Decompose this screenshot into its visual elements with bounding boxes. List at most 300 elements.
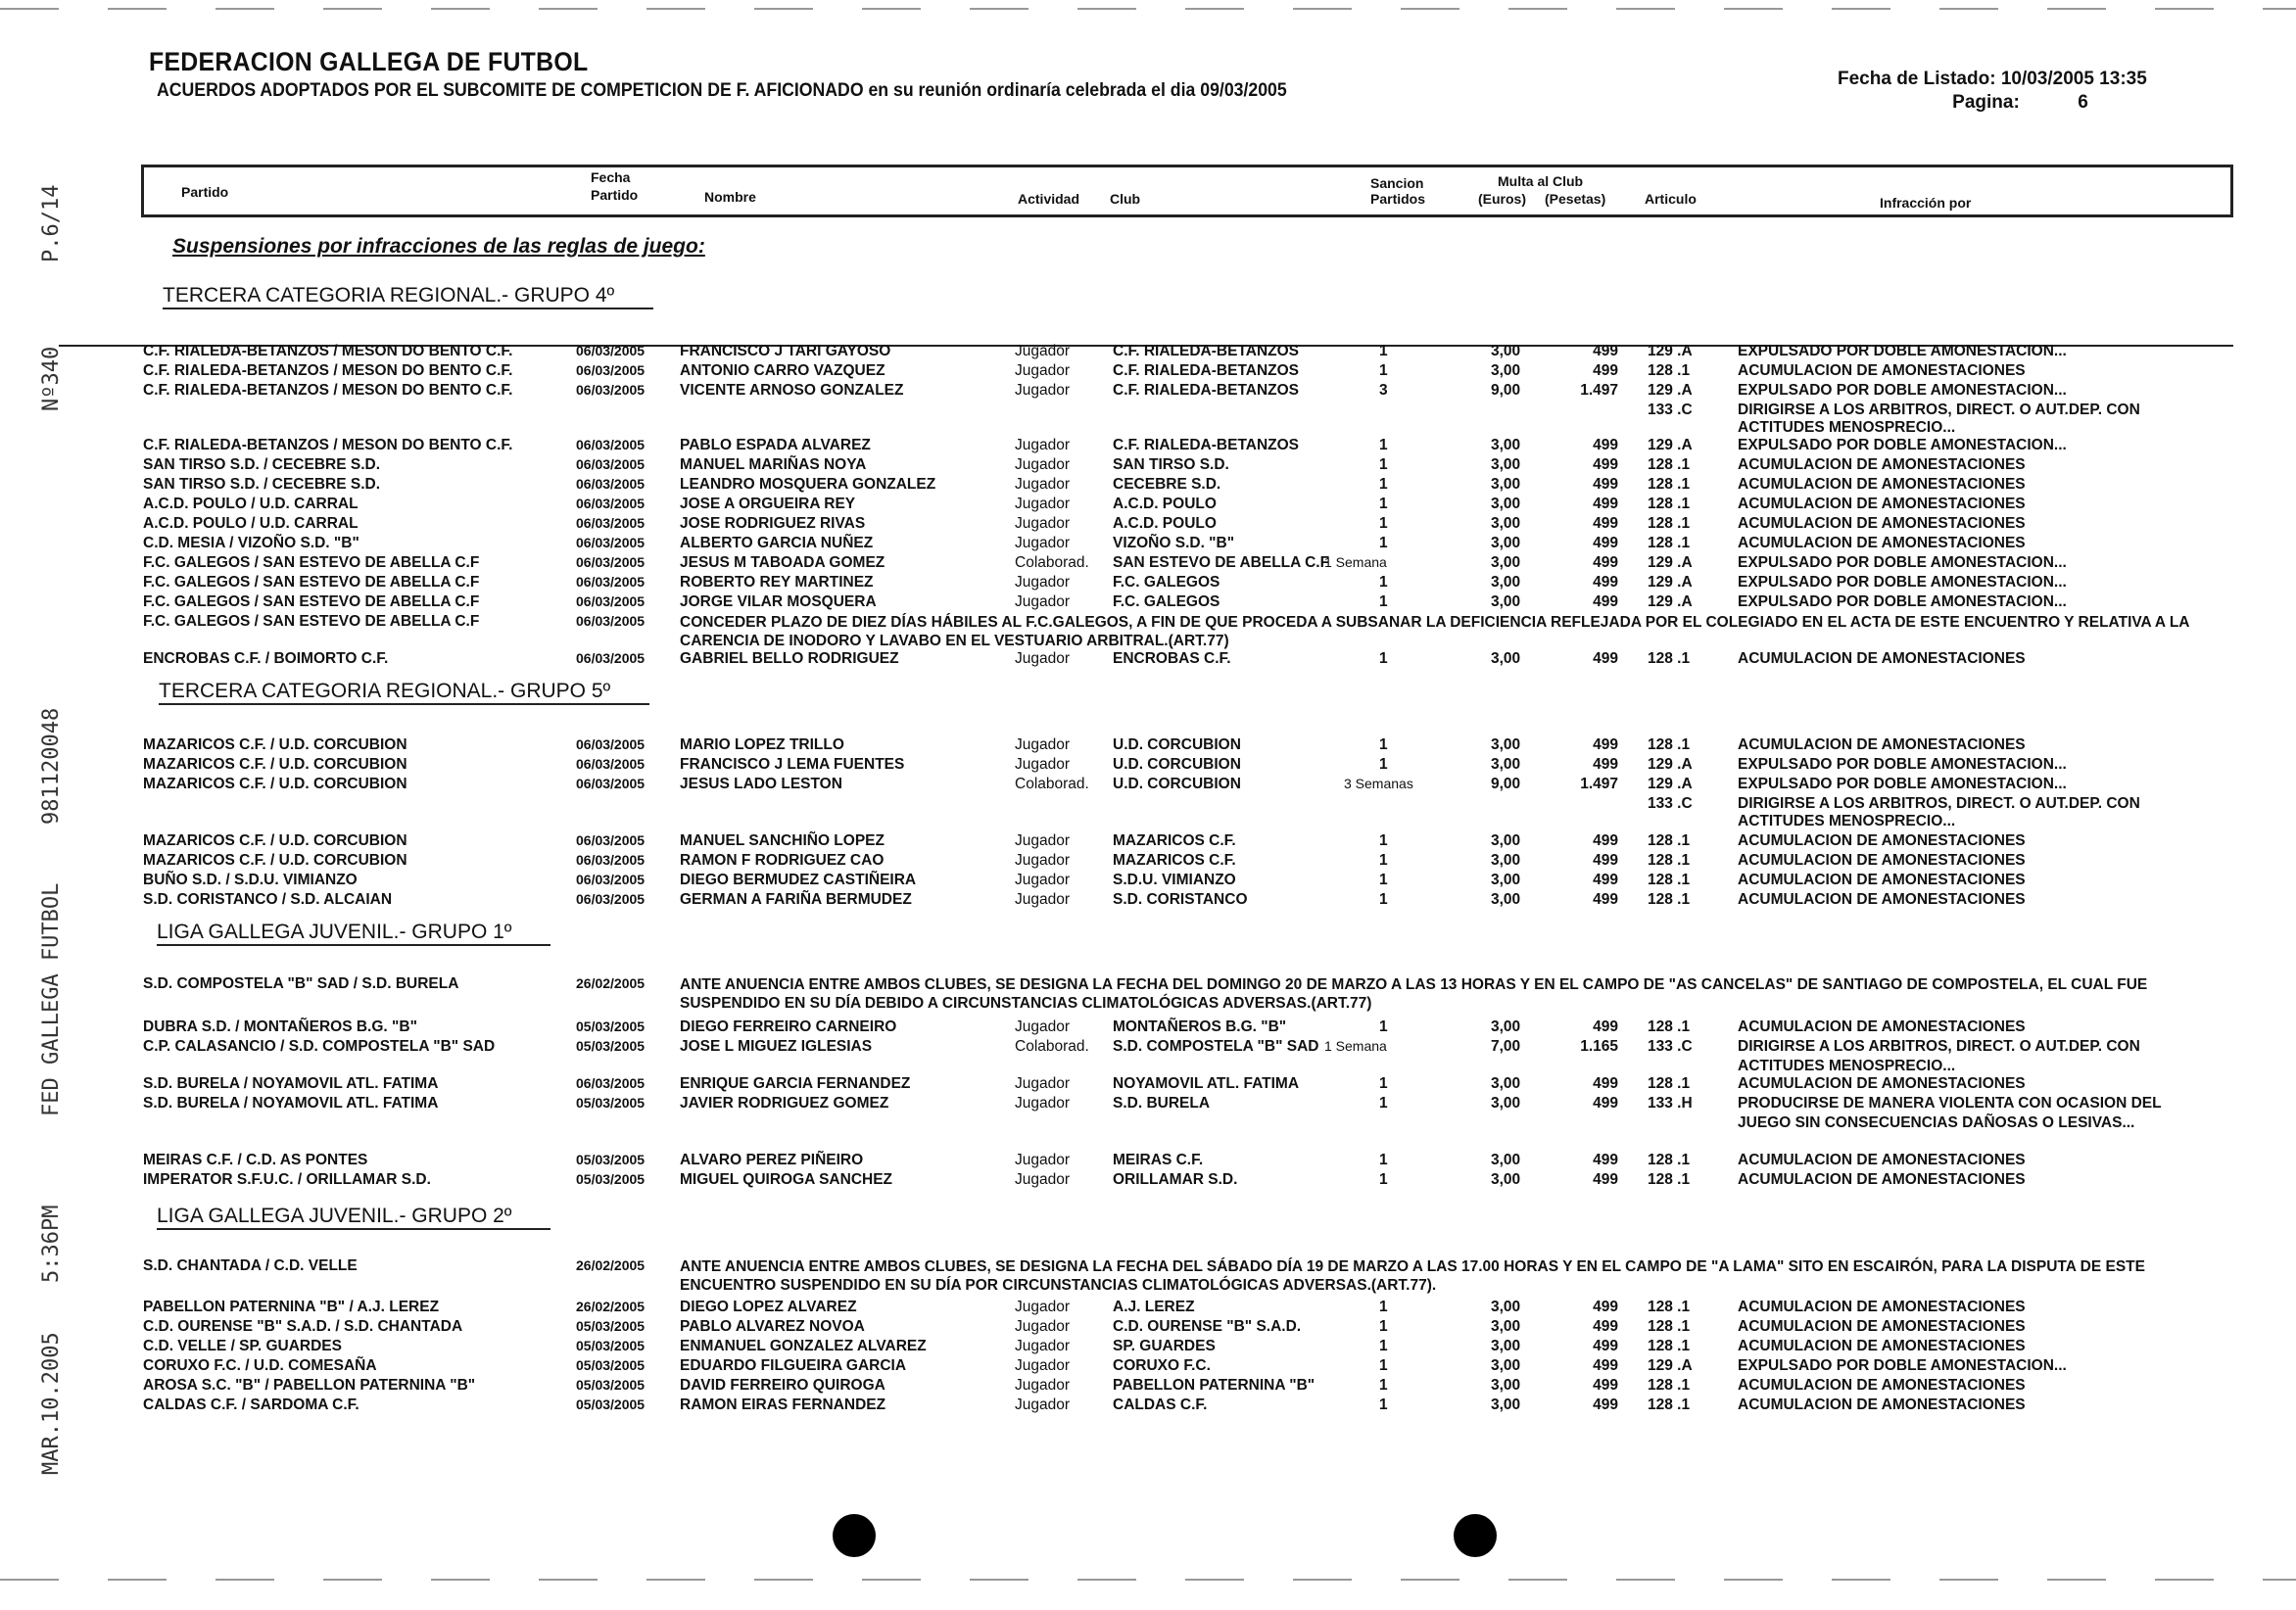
cell-pesetas: 499	[1593, 593, 1618, 610]
cell-infraccion: EXPULSADO POR DOBLE AMONESTACION...	[1738, 776, 2067, 792]
cell-nombre: GABRIEL BELLO RODRIGUEZ	[680, 650, 899, 667]
punch-hole-left	[833, 1514, 876, 1557]
cell-pesetas: 499	[1593, 1318, 1618, 1335]
cell-euros: 3,00	[1491, 1299, 1521, 1315]
cell-fecha: 06/03/2005	[576, 776, 646, 791]
cell-infraccion: ACUMULACION DE AMONESTACIONES	[1738, 1338, 2026, 1354]
cell-pesetas: 499	[1593, 456, 1618, 473]
cell-fecha: 05/03/2005	[576, 1152, 646, 1167]
cell-articulo: 129 .A	[1648, 756, 1693, 773]
cell-actividad: Jugador	[1015, 574, 1071, 591]
cell-articulo: 129 .A	[1648, 343, 1693, 359]
cell-pesetas: 499	[1593, 362, 1618, 379]
table-row	[0, 574, 2296, 593]
table-row	[0, 756, 2296, 776]
col-partido: Partido	[181, 184, 229, 200]
table-row	[0, 343, 2296, 362]
cell-club: A.C.D. POULO	[1113, 496, 1217, 512]
cell-infraccion: ACUMULACION DE AMONESTACIONES	[1738, 1397, 2026, 1413]
cell-euros: 3,00	[1491, 554, 1521, 571]
cell-actividad: Jugador	[1015, 650, 1071, 667]
cell-pesetas: 499	[1593, 1397, 1618, 1413]
cell-sancion: 1	[1379, 1318, 1388, 1335]
cell-club: U.D. CORCUBION	[1113, 736, 1241, 753]
cell-articulo: 129 .A	[1648, 593, 1693, 610]
cell-sancion: 1	[1379, 1338, 1388, 1354]
cell-sancion: 1	[1379, 736, 1388, 753]
cell-nombre: JOSE RODRIGUEZ RIVAS	[680, 515, 866, 532]
fax-page: P.6/14	[39, 184, 64, 262]
table-row	[0, 1357, 2296, 1377]
cell-infraccion: ACUMULACION DE AMONESTACIONES	[1738, 1299, 2026, 1315]
cell-club: CALDAS C.F.	[1113, 1397, 1208, 1413]
cell-club: ORILLAMAR S.D.	[1113, 1171, 1238, 1188]
table-row	[0, 1038, 2296, 1058]
cell-actividad: Jugador	[1015, 852, 1071, 869]
table-row	[0, 1397, 2296, 1416]
cell-euros: 3,00	[1491, 496, 1521, 512]
cell-club: MONTAÑEROS B.G. "B"	[1113, 1018, 1287, 1035]
cell-actividad: Jugador	[1015, 736, 1071, 753]
cell-partido: F.C. GALEGOS / SAN ESTEVO DE ABELLA C.F	[143, 593, 480, 610]
col-club: Club	[1110, 191, 1141, 207]
cell-pesetas: 499	[1593, 476, 1618, 493]
cell-fecha: 06/03/2005	[576, 756, 646, 772]
cell-articulo: 128 .1	[1648, 736, 1691, 753]
cell-articulo: 128 .1	[1648, 496, 1691, 512]
cell-infraccion: EXPULSADO POR DOBLE AMONESTACION...	[1738, 382, 2067, 399]
cell-infraccion-extra: DIRIGIRSE A LOS ARBITROS, DIRECT. O AUT.DEP. CON	[1738, 795, 2140, 812]
table-row	[0, 872, 2296, 891]
cell-actividad: Jugador	[1015, 1338, 1071, 1354]
cell-nombre: ALBERTO GARCIA NUÑEZ	[680, 535, 874, 551]
cell-club: CORUXO F.C.	[1113, 1357, 1211, 1374]
cell-pesetas: 499	[1593, 515, 1618, 532]
fax-date: MAR.10.2005	[39, 1332, 64, 1475]
cell-articulo: 129 .A	[1648, 574, 1693, 591]
cell-sancion: 3	[1379, 382, 1388, 399]
cell-euros: 3,00	[1491, 437, 1521, 453]
cell-euros: 3,00	[1491, 832, 1521, 849]
cell-articulo: 129 .A	[1648, 776, 1693, 792]
document-subtitle	[157, 80, 1287, 102]
cell-articulo: 128 .1	[1648, 362, 1691, 379]
cell-infraccion-extra: DIRIGIRSE A LOS ARBITROS, DIRECT. O AUT.DEP. CON	[1738, 402, 2140, 418]
cell-club: F.C. GALEGOS	[1113, 593, 1220, 610]
cell-partido: F.C. GALEGOS / SAN ESTEVO DE ABELLA C.F	[143, 574, 480, 591]
cell-sancion: 1	[1379, 343, 1388, 359]
cell-actividad: Jugador	[1015, 1095, 1071, 1112]
cell-actividad: Colaborad.	[1015, 554, 1089, 571]
cell-euros: 3,00	[1491, 1397, 1521, 1413]
cell-partido: C.F. RIALEDA-BETANZOS / MESON DO BENTO C.F.	[143, 382, 513, 399]
cell-euros: 3,00	[1491, 1357, 1521, 1374]
cell-sancion: 1	[1379, 1171, 1388, 1188]
cell-euros: 3,00	[1491, 515, 1521, 532]
table-row	[0, 476, 2296, 496]
cell-fecha: 06/03/2005	[576, 456, 646, 472]
cell-club: S.D. BURELA	[1113, 1095, 1211, 1112]
col-articulo: Articulo	[1645, 191, 1697, 207]
cell-infraccion: ACUMULACION DE AMONESTACIONES	[1738, 496, 2026, 512]
table-row	[0, 496, 2296, 515]
cell-pesetas: 1.497	[1580, 382, 1618, 399]
cell-club: U.D. CORCUBION	[1113, 776, 1241, 792]
cell-sancion: 1 Semana	[1324, 1038, 1387, 1054]
cell-infraccion: ACUMULACION DE AMONESTACIONES	[1738, 650, 2026, 667]
cell-nombre: MIGUEL QUIROGA SANCHEZ	[680, 1171, 893, 1188]
col-sancion-2: Partidos	[1370, 191, 1426, 207]
cell-partido: MAZARICOS C.F. / U.D. CORCUBION	[143, 756, 407, 773]
cell-sancion: 1	[1379, 1397, 1388, 1413]
cell-fecha: 05/03/2005	[576, 1038, 646, 1054]
cell-club: ENCROBAS C.F.	[1113, 650, 1231, 667]
cell-infraccion: ACUMULACION DE AMONESTACIONES	[1738, 1152, 2026, 1168]
cell-fecha: 05/03/2005	[576, 1171, 646, 1187]
page-indicator	[1838, 92, 2147, 114]
cell-nombre: DIEGO FERREIRO CARNEIRO	[680, 1018, 897, 1035]
cell-partido: A.C.D. POULO / U.D. CARRAL	[143, 496, 359, 512]
cell-fecha: 26/02/2005	[576, 975, 646, 991]
table-row	[0, 515, 2296, 535]
listing-date: 10/03/2005 13:35	[2000, 69, 2147, 89]
cell-euros: 3,00	[1491, 362, 1521, 379]
punch-hole-right	[1454, 1514, 1497, 1557]
cell-actividad: Jugador	[1015, 456, 1071, 473]
cell-sancion: 1	[1379, 1018, 1388, 1035]
cell-infraccion-extra-cont: ACTITUDES MENOSPRECIO...	[1738, 419, 1956, 436]
cell-actividad: Jugador	[1015, 382, 1071, 399]
cell-actividad: Jugador	[1015, 476, 1071, 493]
cell-actividad: Jugador	[1015, 1075, 1071, 1092]
cell-pesetas: 499	[1593, 756, 1618, 773]
cell-partido: C.F. RIALEDA-BETANZOS / MESON DO BENTO C.F.	[143, 437, 513, 453]
cell-sancion: 1	[1379, 1152, 1388, 1168]
cell-fecha: 26/02/2005	[576, 1299, 646, 1314]
cell-partido: ENCROBAS C.F. / BOIMORTO C.F.	[143, 650, 389, 667]
cell-sancion: 1	[1379, 756, 1388, 773]
section-title: TERCERA CATEGORIA REGIONAL.- GRUPO 5º	[159, 680, 649, 705]
cell-partido: C.F. RIALEDA-BETANZOS / MESON DO BENTO C.F.	[143, 362, 513, 379]
cell-nombre: LEANDRO MOSQUERA GONZALEZ	[680, 476, 936, 493]
cell-infraccion: ACUMULACION DE AMONESTACIONES	[1738, 1075, 2026, 1092]
cell-nombre: JOSE A ORGUEIRA REY	[680, 496, 856, 512]
cell-fecha: 06/03/2005	[576, 535, 646, 550]
cell-infraccion: ACUMULACION DE AMONESTACIONES	[1738, 1377, 2026, 1394]
col-euros: (Euros)	[1478, 191, 1526, 207]
cell-fecha: 06/03/2005	[576, 832, 646, 848]
cell-articulo: 128 .1	[1648, 1299, 1691, 1315]
cell-sancion: 1	[1379, 832, 1388, 849]
cell-articulo: 128 .1	[1648, 1397, 1691, 1413]
cell-articulo: 128 .1	[1648, 535, 1691, 551]
fax-number: Nº340	[39, 346, 64, 411]
cell-sancion: 1	[1379, 496, 1388, 512]
cell-infraccion: ACUMULACION DE AMONESTACIONES	[1738, 535, 2026, 551]
cell-fecha: 05/03/2005	[576, 1397, 646, 1412]
table-row	[0, 736, 2296, 756]
cell-partido: CORUXO F.C. / U.D. COMESAÑA	[143, 1357, 377, 1374]
cell-sancion: 1	[1379, 476, 1388, 493]
cell-actividad: Jugador	[1015, 535, 1071, 551]
cell-club: S.D. CORISTANCO	[1113, 891, 1248, 908]
cell-infraccion: ACUMULACION DE AMONESTACIONES	[1738, 515, 2026, 532]
cell-articulo: 128 .1	[1648, 1377, 1691, 1394]
cell-actividad: Jugador	[1015, 872, 1071, 888]
cell-club: SAN TIRSO S.D.	[1113, 456, 1229, 473]
cell-fecha: 06/03/2005	[576, 437, 646, 452]
cell-partido: MAZARICOS C.F. / U.D. CORCUBION	[143, 852, 407, 869]
cell-nombre: MANUEL MARIÑAS NOYA	[680, 456, 867, 473]
cell-actividad: Jugador	[1015, 1299, 1071, 1315]
cell-euros: 3,00	[1491, 1377, 1521, 1394]
cell-sancion: 1	[1379, 891, 1388, 908]
col-fecha-2: Partido	[591, 187, 639, 203]
cell-sancion: 1	[1379, 1357, 1388, 1374]
cell-infraccion: ACUMULACION DE AMONESTACIONES	[1738, 736, 2026, 753]
cell-infraccion: ACUMULACION DE AMONESTACIONES	[1738, 362, 2026, 379]
col-multa: Multa al Club	[1498, 173, 1584, 189]
cell-nombre: DIEGO LOPEZ ALVAREZ	[680, 1299, 857, 1315]
page-number: 6	[2078, 92, 2088, 113]
cell-sancion: 1	[1379, 456, 1388, 473]
cell-club: C.F. RIALEDA-BETANZOS	[1113, 343, 1300, 359]
cell-fecha: 05/03/2005	[576, 1018, 646, 1034]
cell-infraccion: EXPULSADO POR DOBLE AMONESTACION...	[1738, 1357, 2067, 1374]
cell-club: CECEBRE S.D.	[1113, 476, 1221, 493]
cell-actividad: Jugador	[1015, 1357, 1071, 1374]
cell-club: SP. GUARDES	[1113, 1338, 1216, 1354]
cell-partido: C.D. MESIA / VIZOÑO S.D. "B"	[143, 535, 359, 551]
cell-articulo-extra: 133 .C	[1648, 402, 1693, 418]
cell-club: MEIRAS C.F.	[1113, 1152, 1204, 1168]
cell-partido: F.C. GALEGOS / SAN ESTEVO DE ABELLA C.F	[143, 554, 480, 571]
cell-pesetas: 499	[1593, 1377, 1618, 1394]
cell-infraccion-cont: JUEGO SIN CONSECUENCIAS DAÑOSAS O LESIVAS...	[1738, 1114, 2135, 1131]
cell-sancion: 1 Semana	[1324, 554, 1387, 570]
cell-sancion: 1	[1379, 437, 1388, 453]
cell-nombre: JAVIER RODRIGUEZ GOMEZ	[680, 1095, 889, 1112]
cell-club: SAN ESTEVO DE ABELLA C.F	[1113, 554, 1330, 571]
cell-euros: 3,00	[1491, 456, 1521, 473]
cell-articulo: 133 .H	[1648, 1095, 1693, 1112]
cell-actividad: Jugador	[1015, 1397, 1071, 1413]
cell-pesetas: 499	[1593, 343, 1618, 359]
cell-club: VIZOÑO S.D. "B"	[1113, 535, 1235, 551]
cell-partido: CALDAS C.F. / SARDOMA C.F.	[143, 1397, 359, 1413]
cell-fecha: 06/03/2005	[576, 891, 646, 907]
cell-pesetas: 499	[1593, 1299, 1618, 1315]
cell-club: S.D. COMPOSTELA "B" SAD	[1113, 1038, 1319, 1055]
cell-partido: PABELLON PATERNINA "B" / A.J. LEREZ	[143, 1299, 440, 1315]
cell-pesetas: 499	[1593, 437, 1618, 453]
resolution-note: ANTE ANUENCIA ENTRE AMBOS CLUBES, SE DESIGNA LA FECHA DEL SÁBADO DÍA 19 DE MARZO A LAS 17.00 HORAS Y EN EL CAMPO DE "A LAMA" SITO EN ESCAIRÓN, PARA LA DISPUTA DE ESTE ENCUENTRO SUSPENDIDO EN SU DÍA POR CIRCUNSTANCIAS CLIMATOLÓGICAS ADVERSAS.(ART.77).	[680, 1258, 2145, 1294]
cell-partido: A.C.D. POULO / U.D. CARRAL	[143, 515, 359, 532]
cell-nombre: ENRIQUE GARCIA FERNANDEZ	[680, 1075, 911, 1092]
cell-infraccion: EXPULSADO POR DOBLE AMONESTACION...	[1738, 437, 2067, 453]
cell-nombre: MANUEL SANCHIÑO LOPEZ	[680, 832, 885, 849]
cell-partido: C.F. RIALEDA-BETANZOS / MESON DO BENTO C.F.	[143, 343, 513, 359]
table-row	[0, 1377, 2296, 1397]
cell-partido: C.P. CALASANCIO / S.D. COMPOSTELA "B" SAD	[143, 1038, 496, 1055]
cell-pesetas: 499	[1593, 650, 1618, 667]
table-row	[0, 1075, 2296, 1095]
cell-fecha: 06/03/2005	[576, 362, 646, 378]
cell-sancion: 1	[1379, 872, 1388, 888]
cell-pesetas: 499	[1593, 891, 1618, 908]
column-header	[141, 165, 2233, 217]
cell-fecha: 05/03/2005	[576, 1095, 646, 1111]
cell-fecha: 05/03/2005	[576, 1357, 646, 1373]
cell-actividad: Jugador	[1015, 756, 1071, 773]
cell-euros: 9,00	[1491, 382, 1521, 399]
cell-euros: 3,00	[1491, 476, 1521, 493]
cell-club: F.C. GALEGOS	[1113, 574, 1220, 591]
cell-infraccion: EXPULSADO POR DOBLE AMONESTACION...	[1738, 756, 2067, 773]
cell-nombre: FRANCISCO J LEMA FUENTES	[680, 756, 905, 773]
table-row	[0, 891, 2296, 911]
cell-actividad: Jugador	[1015, 891, 1071, 908]
cell-partido: MAZARICOS C.F. / U.D. CORCUBION	[143, 776, 407, 792]
cell-pesetas: 499	[1593, 554, 1618, 571]
cell-fecha: 06/03/2005	[576, 872, 646, 887]
cell-nombre: JORGE VILAR MOSQUERA	[680, 593, 877, 610]
cell-partido: IMPERATOR S.F.U.C. / ORILLAMAR S.D.	[143, 1171, 431, 1188]
cell-euros: 9,00	[1491, 776, 1521, 792]
cell-pesetas: 499	[1593, 1152, 1618, 1168]
cell-pesetas: 499	[1593, 1075, 1618, 1092]
cell-infraccion: ACUMULACION DE AMONESTACIONES	[1738, 832, 2026, 849]
col-fecha-1: Fecha	[591, 169, 631, 185]
cell-fecha: 06/03/2005	[576, 343, 646, 358]
table-row	[0, 1018, 2296, 1038]
cell-club: C.F. RIALEDA-BETANZOS	[1113, 437, 1300, 453]
cell-club: C.F. RIALEDA-BETANZOS	[1113, 362, 1300, 379]
cell-nombre: ANTONIO CARRO VAZQUEZ	[680, 362, 885, 379]
fax-time: 5:36PM	[39, 1205, 64, 1283]
cell-euros: 3,00	[1491, 574, 1521, 591]
cell-partido: S.D. BURELA / NOYAMOVIL ATL. FATIMA	[143, 1095, 439, 1112]
cell-fecha: 06/03/2005	[576, 382, 646, 398]
cell-pesetas: 1.497	[1580, 776, 1618, 792]
table-row	[0, 650, 2296, 670]
cell-actividad: Jugador	[1015, 1152, 1071, 1168]
cell-partido: S.D. COMPOSTELA "B" SAD / S.D. BURELA	[143, 975, 459, 992]
listing-info	[1838, 69, 2147, 114]
col-nombre: Nombre	[704, 189, 756, 205]
cell-fecha: 05/03/2005	[576, 1318, 646, 1334]
cell-nombre: DIEGO BERMUDEZ CASTIÑEIRA	[680, 872, 917, 888]
cell-sancion: 1	[1379, 852, 1388, 869]
fax-sender: FED GALLEGA FUTBOL	[39, 882, 64, 1116]
cell-infraccion: EXPULSADO POR DOBLE AMONESTACION...	[1738, 343, 2067, 359]
table-row	[0, 437, 2296, 456]
cell-fecha: 06/03/2005	[576, 496, 646, 511]
table-row	[0, 456, 2296, 476]
col-infraccion: Infracción por	[1880, 195, 1972, 211]
cell-sancion: 1	[1379, 593, 1388, 610]
cell-sancion: 1	[1379, 1377, 1388, 1394]
cell-actividad: Jugador	[1015, 593, 1071, 610]
fax-top-edge	[0, 8, 2296, 10]
section-title: LIGA GALLEGA JUVENIL.- GRUPO 2º	[157, 1205, 550, 1230]
document-title: FEDERACION GALLEGA DE FUTBOL	[149, 47, 589, 76]
cell-nombre: PABLO ESPADA ALVAREZ	[680, 437, 871, 453]
fax-phone: 981120048	[39, 707, 64, 825]
cell-fecha: 05/03/2005	[576, 1338, 646, 1353]
cell-actividad: Jugador	[1015, 437, 1071, 453]
cell-fecha: 06/03/2005	[576, 476, 646, 492]
cell-partido: C.D. OURENSE "B" S.A.D. / S.D. CHANTADA	[143, 1318, 463, 1335]
cell-euros: 7,00	[1491, 1038, 1521, 1055]
cell-articulo: 128 .1	[1648, 872, 1691, 888]
cell-nombre: JOSE L MIGUEZ IGLESIAS	[680, 1038, 873, 1055]
cell-infraccion: PRODUCIRSE DE MANERA VIOLENTA CON OCASION DEL	[1738, 1095, 2162, 1112]
table-row	[0, 382, 2296, 402]
cell-sancion: 1	[1379, 1299, 1388, 1315]
cell-actividad: Jugador	[1015, 1377, 1071, 1394]
cell-infraccion: DIRIGIRSE A LOS ARBITROS, DIRECT. O AUT.DEP. CON	[1738, 1038, 2140, 1055]
cell-club: U.D. CORCUBION	[1113, 756, 1241, 773]
cell-partido: BUÑO S.D. / S.D.U. VIMIANZO	[143, 872, 358, 888]
cell-fecha: 06/03/2005	[576, 574, 646, 590]
table-row	[0, 852, 2296, 872]
cell-nombre: GERMAN A FARIÑA BERMUDEZ	[680, 891, 912, 908]
cell-euros: 3,00	[1491, 1075, 1521, 1092]
listing-label: Fecha de Listado:	[1838, 69, 1996, 89]
cell-articulo: 128 .1	[1648, 515, 1691, 532]
cell-articulo: 128 .1	[1648, 1018, 1691, 1035]
cell-euros: 3,00	[1491, 1018, 1521, 1035]
resolution-note: CONCEDER PLAZO DE DIEZ DÍAS HÁBILES AL F.C.GALEGOS, A FIN DE QUE PROCEDA A SUBSANAR LA DEFICIENCIA REFLEJADA POR EL COLEGIADO EN EL ACTA DE ESTE ENCUENTRO Y RELATIVA A LA CARENCIA DE INODORO Y LAVABO EN EL VESTUARIO ARBITRAL.(ART.77)	[680, 614, 2189, 649]
cell-sancion: 1	[1379, 1075, 1388, 1092]
cell-actividad: Colaborad.	[1015, 776, 1089, 792]
section-title: TERCERA CATEGORIA REGIONAL.- GRUPO 4º	[163, 284, 653, 309]
cell-nombre: EDUARDO FILGUEIRA GARCIA	[680, 1357, 907, 1374]
cell-partido: DUBRA S.D. / MONTAÑEROS B.G. "B"	[143, 1018, 417, 1035]
cell-pesetas: 1.165	[1580, 1038, 1618, 1055]
cell-euros: 3,00	[1491, 650, 1521, 667]
cell-actividad: Jugador	[1015, 832, 1071, 849]
col-sancion-1: Sancion	[1370, 175, 1424, 191]
table-row	[0, 1152, 2296, 1171]
cell-euros: 3,00	[1491, 756, 1521, 773]
cell-articulo: 128 .1	[1648, 852, 1691, 869]
cell-articulo: 128 .1	[1648, 476, 1691, 493]
cell-fecha: 06/03/2005	[576, 554, 646, 570]
cell-pesetas: 499	[1593, 1357, 1618, 1374]
cell-partido: MAZARICOS C.F. / U.D. CORCUBION	[143, 736, 407, 753]
cell-actividad: Jugador	[1015, 1018, 1071, 1035]
resolution-note: ANTE ANUENCIA ENTRE AMBOS CLUBES, SE DESIGNA LA FECHA DEL DOMINGO 20 DE MARZO A LAS 13 HORAS Y EN EL CAMPO DE "AS CANCELAS" DE SANTIAGO DE COMPOSTELA, EL CUAL FUE SUSPENDIDO EN SU DÍA DEBIDO A CIRCUNSTANCIAS CLIMATOLÓGICAS ADVERSAS.(ART.77)	[680, 976, 2148, 1012]
cell-articulo: 129 .A	[1648, 437, 1693, 453]
table-row	[0, 1318, 2296, 1338]
cell-nombre: JESUS LADO LESTON	[680, 776, 842, 792]
table-row	[0, 776, 2296, 795]
cell-club: S.D.U. VIMIANZO	[1113, 872, 1236, 888]
cell-infraccion: ACUMULACION DE AMONESTACIONES	[1738, 872, 2026, 888]
cell-infraccion: ACUMULACION DE AMONESTACIONES	[1738, 1018, 2026, 1035]
cell-fecha: 06/03/2005	[576, 613, 646, 629]
cell-fecha: 05/03/2005	[576, 1377, 646, 1393]
cell-fecha: 06/03/2005	[576, 852, 646, 868]
cell-nombre: JESUS M TABOADA GOMEZ	[680, 554, 885, 571]
cell-euros: 3,00	[1491, 1171, 1521, 1188]
cell-euros: 3,00	[1491, 1095, 1521, 1112]
cell-pesetas: 499	[1593, 496, 1618, 512]
cell-pesetas: 499	[1593, 852, 1618, 869]
page-label: Pagina:	[1952, 92, 2020, 113]
